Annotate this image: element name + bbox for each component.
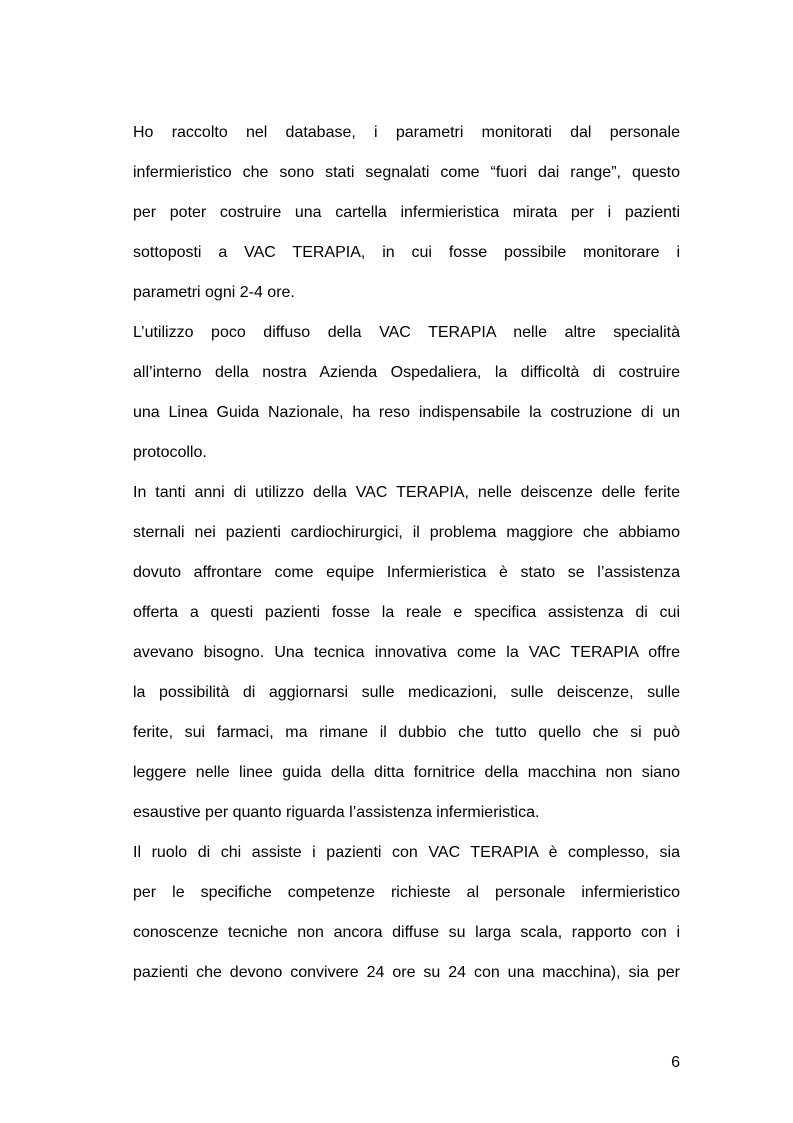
paragraph — [133, 113, 680, 313]
text-line: una Linea Guida Nazionale, ha reso indispensabile la costruzione di un — [133, 404, 680, 421]
paragraph — [133, 313, 680, 473]
page-number: 6 — [671, 1054, 680, 1071]
text-line: esaustive per quanto riguarda l’assistenza infermieristica. — [133, 804, 540, 821]
body-text — [133, 113, 680, 993]
text-line: pazienti che devono convivere 24 ore su 24 con una macchina), sia per — [133, 964, 680, 981]
text-line: Il ruolo di chi assiste i pazienti con VAC TERAPIA è complesso, sia — [133, 844, 680, 861]
paragraph — [133, 833, 680, 993]
text-line: sottoposti a VAC TERAPIA, in cui fosse possibile monitorare i — [133, 244, 680, 261]
text-line: conoscenze tecniche non ancora diffuse su larga scala, rapporto con i — [133, 924, 680, 941]
text-line: la possibilità di aggiornarsi sulle medicazioni, sulle deiscenze, sulle — [133, 684, 680, 701]
text-line: all’interno della nostra Azienda Ospedaliera, la difficoltà di costruire — [133, 364, 680, 381]
text-line: dovuto affrontare come equipe Infermieristica è stato se l’assistenza — [133, 564, 680, 581]
text-line: L’utilizzo poco diffuso della VAC TERAPIA nelle altre specialità — [133, 324, 680, 341]
text-line: per poter costruire una cartella infermieristica mirata per i pazienti — [133, 204, 680, 221]
text-line: offerta a questi pazienti fosse la reale e specifica assistenza di cui — [133, 604, 680, 621]
text-line: per le specifiche competenze richieste al personale infermieristico — [133, 884, 680, 901]
paragraph — [133, 473, 680, 833]
text-line: In tanti anni di utilizzo della VAC TERAPIA, nelle deiscenze delle ferite — [133, 484, 680, 501]
text-line: parametri ogni 2-4 ore. — [133, 284, 295, 301]
text-line: protocollo. — [133, 444, 207, 461]
text-line: sternali nei pazienti cardiochirurgici, il problema maggiore che abbiamo — [133, 524, 680, 541]
text-line: ferite, sui farmaci, ma rimane il dubbio che tutto quello che si può — [133, 724, 680, 741]
text-line: Ho raccolto nel database, i parametri monitorati dal personale — [133, 124, 680, 141]
text-line: infermieristico che sono stati segnalati come “fuori dai range”, questo — [133, 164, 680, 181]
text-line: avevano bisogno. Una tecnica innovativa come la VAC TERAPIA offre — [133, 644, 680, 661]
text-line: leggere nelle linee guida della ditta fornitrice della macchina non siano — [133, 764, 680, 781]
